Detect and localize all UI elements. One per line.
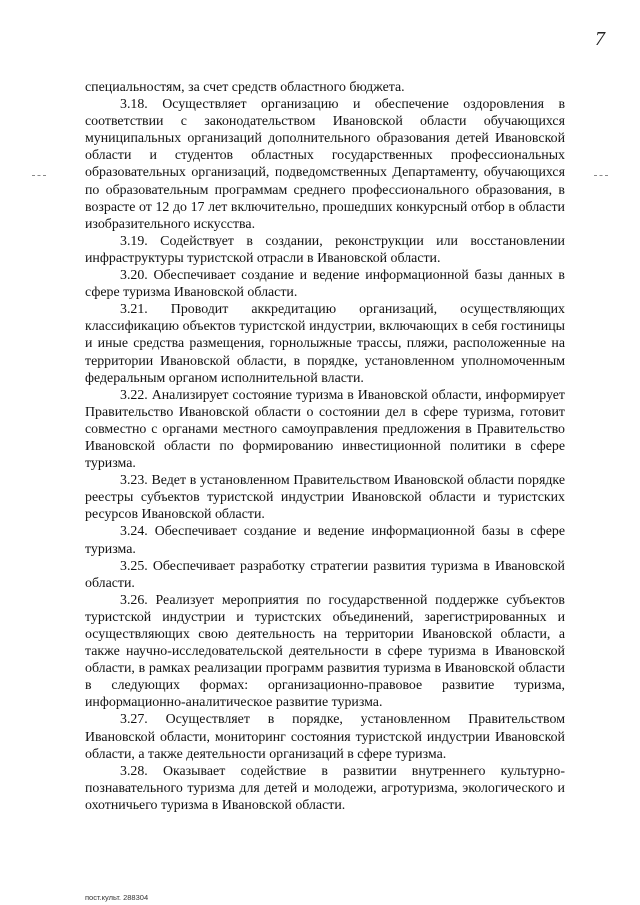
margin-mark-right bbox=[594, 175, 608, 177]
paragraph-3-20: 3.20. Обеспечивает создание и ведение информационной базы данных в сфере туризма Ивановской области. bbox=[85, 268, 565, 301]
paragraph-continuation: специальностям, за счет средств областного бюджета. bbox=[85, 80, 405, 95]
paragraph-3-19: 3.19. Содействует в создании, реконструкции или восстановлении инфраструктуры туристской отрасли в Ивановской области. bbox=[85, 233, 565, 266]
paragraph-3-18: 3.18. Осуществляет организацию и обеспечение оздоровления в соответствии с законодательством Ивановской области обучающихся муниципальных организаций дополнительного образования детей Ивановской области и студентов областных государственных профессиональных образовательных организаций, подведомственных Департаменту, обучающихся по образовательным программам среднего профессионального образования, в возрасте от 12 до 17 лет включительно, прошедших конкурсный отбор в области изобразительного искусства. bbox=[85, 97, 565, 232]
paragraph-3-28: 3.28. Оказывает содействие в развитии внутреннего культурно-познавательного туризма для детей и молодежи, агротуризма, экологического и охотничьего туризма в Ивановской области. bbox=[85, 763, 565, 813]
paragraph-3-22: 3.22. Анализирует состояние туризма в Ивановской области, информирует Правительство Ивановской области о состоянии дел в сфере туризма, готовит совместно с органами местного самоуправления предложения в Правительство Ивановской области по формированию инвестиционной политики в сфере туризма. bbox=[85, 387, 565, 472]
paragraph-3-24: 3.24. Обеспечивает создание и ведение информационной базы в сфере туризма. bbox=[85, 524, 565, 557]
paragraph-3-26: 3.26. Реализует мероприятия по государственной поддержке субъектов туристской индустрии и туристских объединений, зарегистрированных и осуществляющих свою деятельность на территории Ивановской области, а также научно-исследовательской деятельности в сфере туризма в Ивановской области, в рамках реализации программ развития туризма в Ивановской области в следующих формах: организационно-правовое развитие туризма, информационно-аналитическое развитие туризма. bbox=[85, 592, 565, 711]
paragraph-3-25: 3.25. Обеспечивает разработку стратегии развития туризма в Ивановской области. bbox=[85, 558, 565, 591]
page-number: 7 bbox=[595, 28, 605, 50]
paragraph-3-27: 3.27. Осуществляет в порядке, установленном Правительством Ивановской области, мониторинг состояния туристской индустрии Ивановской области, а также деятельности организаций в сфере туризма. bbox=[85, 712, 565, 762]
paragraph-3-23: 3.23. Ведет в установленном Правительством Ивановской области порядке реестры субъектов туристской индустрии Ивановской области и туристских ресурсов Ивановской области. bbox=[85, 473, 565, 523]
footer-doc-id: пост.культ. 288304 bbox=[85, 893, 149, 902]
paragraph-3-21: 3.21. Проводит аккредитацию организаций, осуществляющих классификацию объектов туристской индустрии, включающих в себя гостиницы и иные средства размещения, горнолыжные трассы, пляжи, расположенные на территории Ивановской области, в порядке, установленном уполномоченным федеральным органом исполнительной власти. bbox=[85, 302, 565, 386]
margin-mark-left bbox=[32, 175, 46, 177]
document-body bbox=[85, 79, 565, 814]
